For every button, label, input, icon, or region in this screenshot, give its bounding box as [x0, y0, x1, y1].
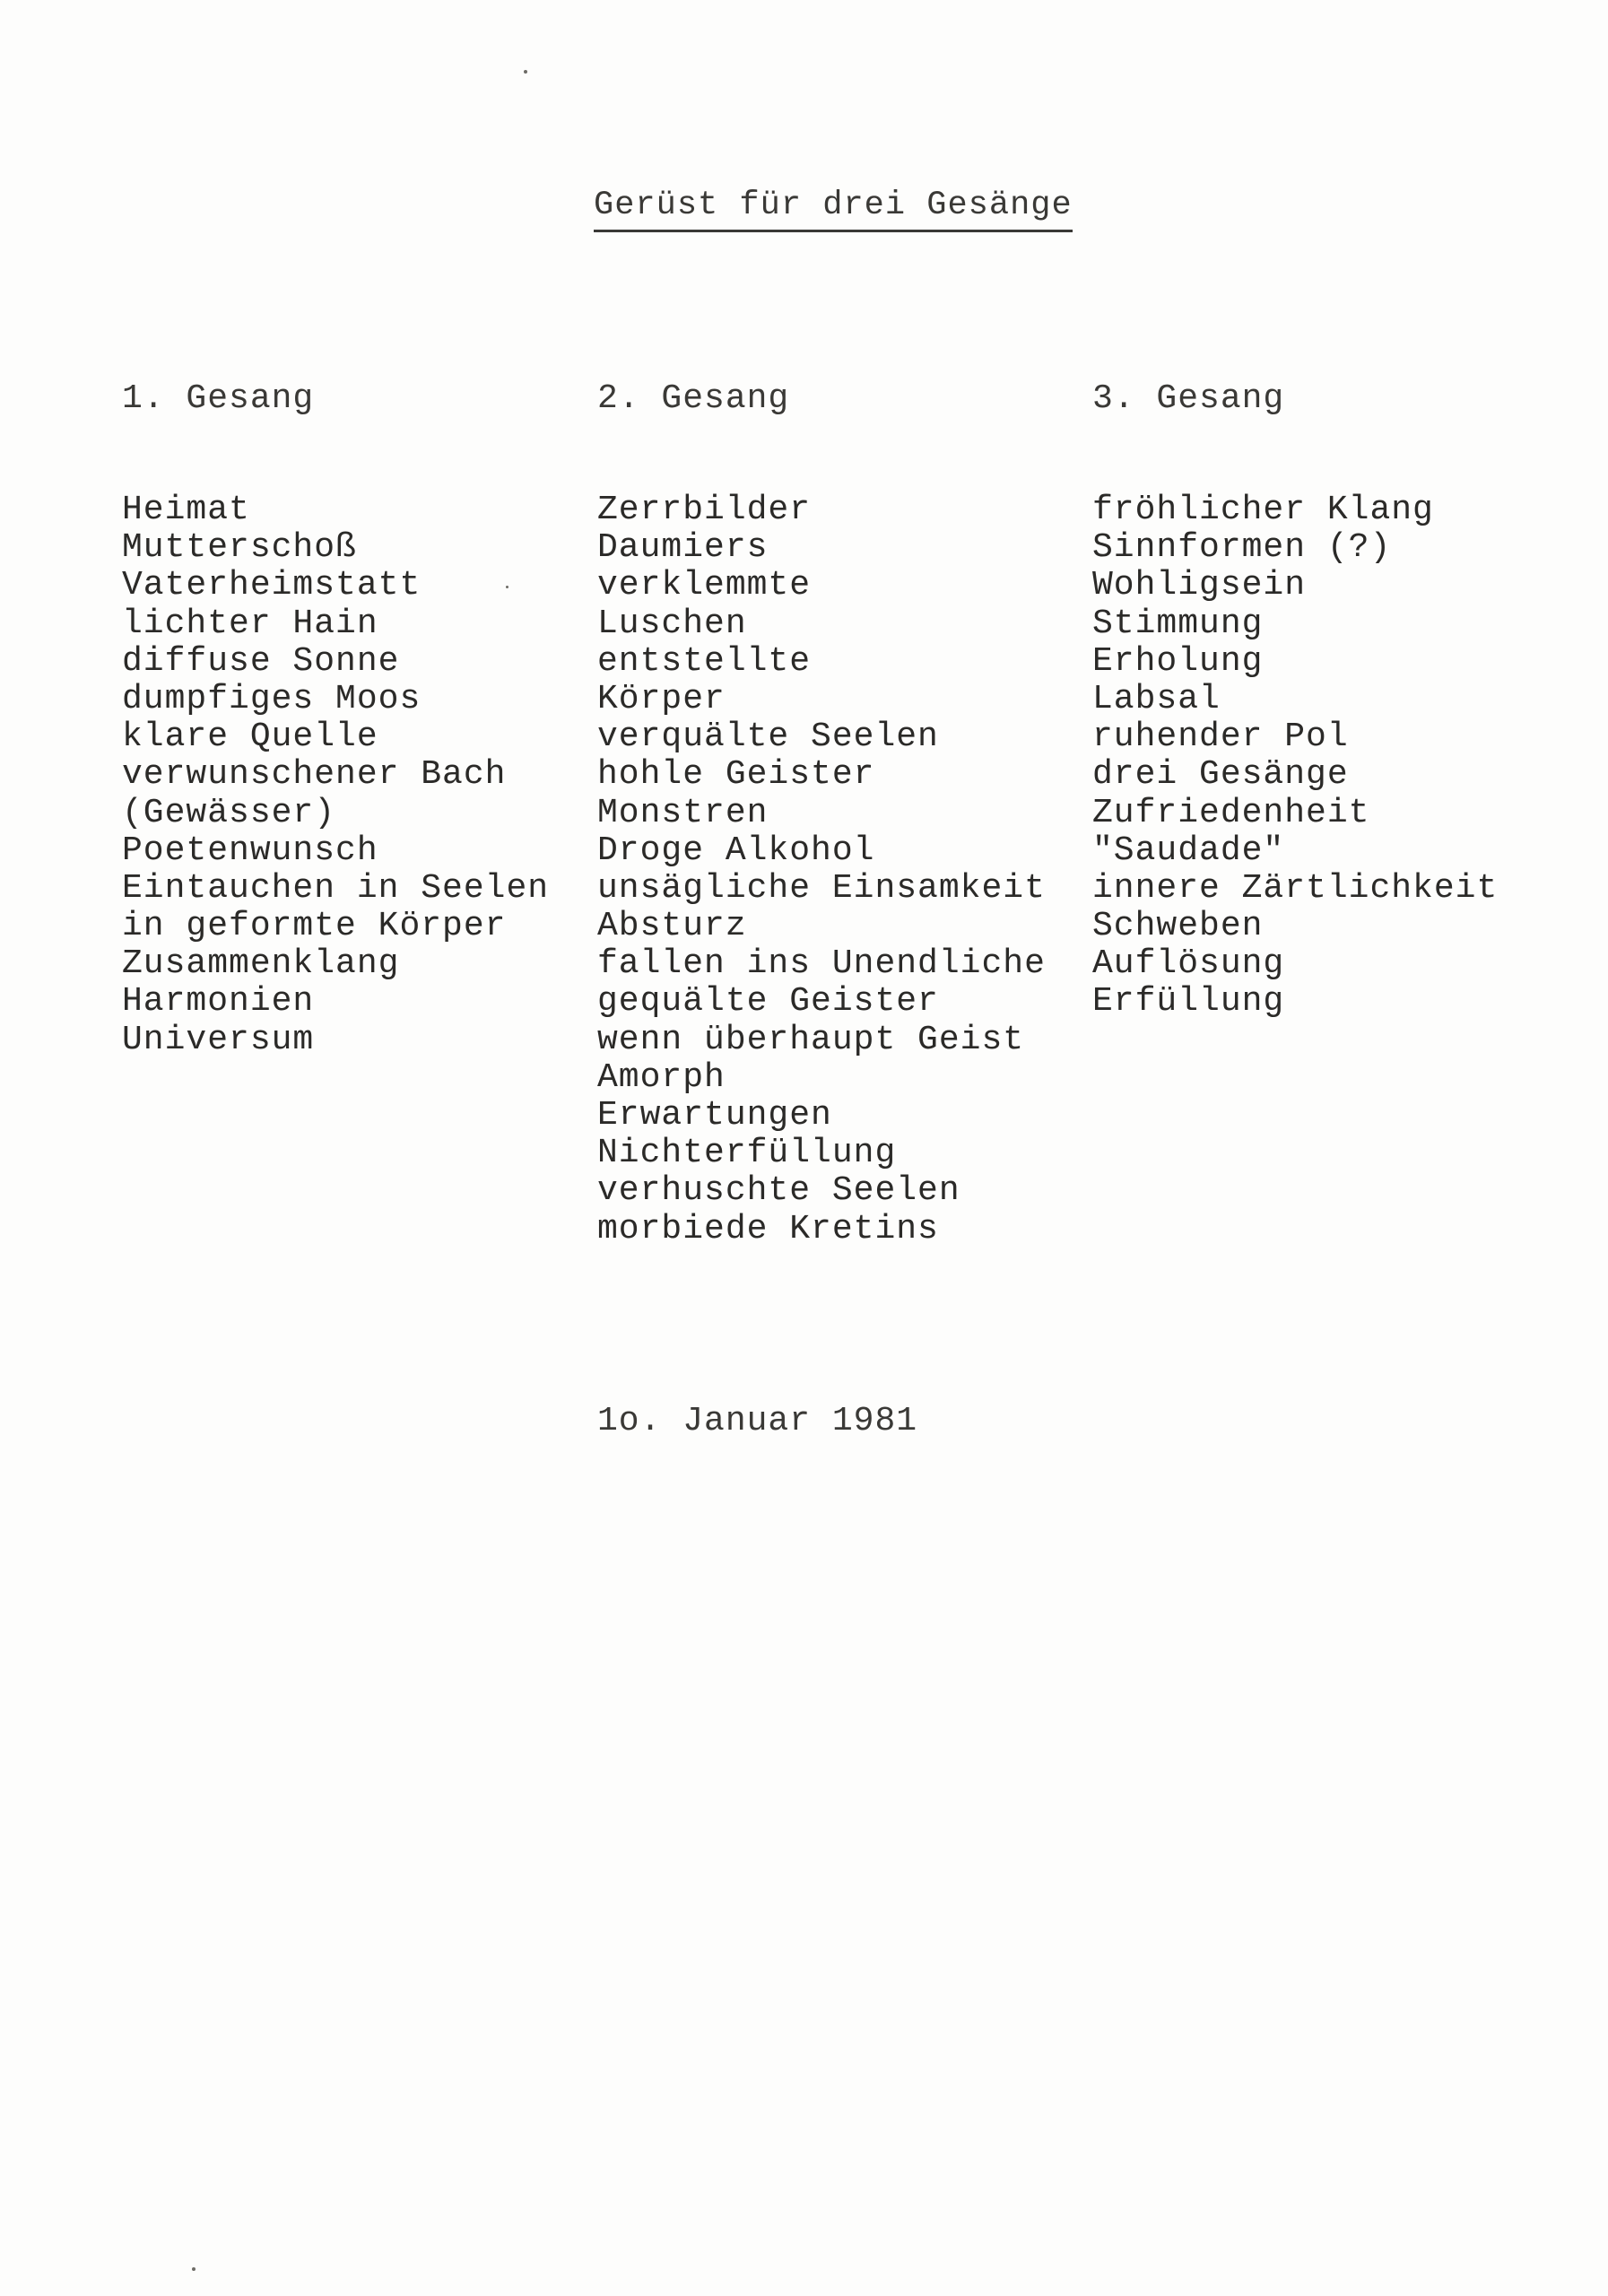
list-item: Zufriedenheit: [1092, 793, 1370, 832]
list-item: ruhender Pol: [1092, 718, 1349, 757]
column-heading: 1. Gesang: [122, 379, 315, 418]
column-gesang-3: [1092, 377, 1595, 1022]
list-item: verwunschener Bach: [122, 755, 507, 795]
list-item: Auflösung: [1092, 944, 1285, 984]
list-item: klare Quelle: [122, 718, 378, 757]
list-item: Poetenwunsch: [122, 831, 378, 870]
list-item: "Saudade": [1092, 831, 1285, 870]
list-item: entstellte: [597, 641, 812, 681]
list-item: verklemmte: [597, 566, 812, 605]
list-item: drei Gesänge: [1092, 755, 1349, 795]
list-item: diffuse Sonne: [122, 641, 400, 681]
list-item: unsägliche Einsamkeit: [597, 868, 1046, 908]
list-item: innere Zärtlichkeit: [1092, 868, 1499, 908]
word-list: [1092, 491, 1595, 1022]
list-item: Erwartungen: [597, 1096, 832, 1135]
list-item: Harmonien: [122, 982, 315, 1022]
list-item: morbiede Kretins: [597, 1209, 939, 1248]
word-list: [597, 491, 1100, 1248]
list-item: in geformte Körper: [122, 907, 507, 946]
column-gesang-2: [597, 377, 1100, 1248]
list-item: Monstren: [597, 793, 769, 832]
list-item: Universum: [122, 1020, 315, 1059]
list-item: (Gewässer): [122, 793, 336, 832]
word-list: [122, 491, 624, 1059]
list-item: verhuschte Seelen: [597, 1171, 960, 1211]
document-title: Gerüst für drei Gesänge: [594, 183, 1073, 232]
column-heading: 2. Gesang: [597, 379, 790, 418]
list-item: Körper: [597, 679, 726, 718]
paper-speck: [524, 70, 527, 74]
list-item: Absturz: [597, 907, 747, 946]
list-item: lichter Hain: [122, 604, 378, 643]
list-item: Nichterfüllung: [597, 1134, 897, 1173]
column-gesang-1: [122, 377, 624, 1059]
list-item: wenn überhaupt Geist: [597, 1020, 1025, 1059]
list-item: Eintauchen in Seelen: [122, 868, 550, 908]
paper-speck: [506, 586, 508, 588]
list-item: Stimmung: [1092, 604, 1264, 643]
list-item: dumpfiges Moos: [122, 679, 422, 718]
list-item: Erfüllung: [1092, 982, 1285, 1022]
list-item: fröhlicher Klang: [1092, 491, 1434, 529]
list-item: Luschen: [597, 604, 747, 643]
column-heading: 3. Gesang: [1092, 379, 1285, 418]
document-date: 1o. Januar 1981: [597, 1402, 918, 1440]
list-item: Sinnformen (?): [1092, 528, 1392, 568]
list-item: Daumiers: [597, 528, 769, 568]
list-item: Erholung: [1092, 641, 1264, 681]
list-item: fallen ins Unendliche: [597, 944, 1046, 984]
list-item: Heimat: [122, 491, 250, 529]
list-item: Labsal: [1092, 679, 1221, 718]
list-item: hohle Geister: [597, 755, 875, 795]
list-item: Zusammenklang: [122, 944, 400, 984]
list-item: Vaterheimstatt: [122, 566, 422, 605]
list-item: gequälte Geister: [597, 982, 939, 1022]
list-item: Droge Alkohol: [597, 831, 875, 870]
list-item: Zerrbilder: [597, 491, 812, 529]
paper-speck: [192, 2267, 196, 2271]
list-item: Amorph: [597, 1057, 726, 1097]
list-item: Wohligsein: [1092, 566, 1307, 605]
list-item: Mutterschoß: [122, 528, 357, 568]
list-item: Schweben: [1092, 907, 1264, 946]
list-item: verquälte Seelen: [597, 718, 939, 757]
